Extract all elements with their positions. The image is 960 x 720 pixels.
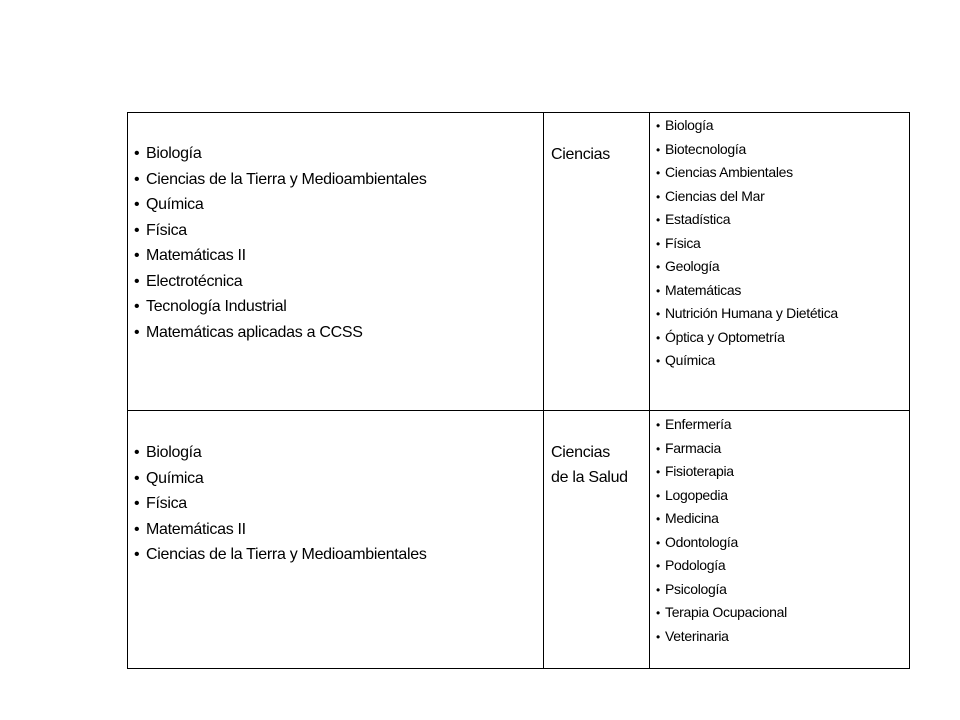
branch-label [544, 411, 649, 490]
degree-label: Psicología [665, 580, 727, 597]
degree-label: Química [665, 352, 716, 368]
bullet-icon: • [656, 330, 660, 345]
subjects-degrees-table [127, 112, 910, 669]
bullet-icon: • [134, 221, 140, 239]
bullet-icon: • [656, 283, 660, 298]
bullet-icon: • [134, 272, 140, 290]
degree-item [656, 484, 909, 508]
bullet-icon: • [134, 546, 140, 563]
bullet-icon: • [656, 488, 660, 503]
bullet-icon: • [656, 535, 660, 550]
bullet-icon: • [656, 418, 660, 432]
degrees-list [650, 113, 909, 373]
branch-line-1: Ciencias [551, 146, 610, 163]
subject-item [134, 192, 543, 218]
degree-item [656, 232, 909, 256]
bullet-icon: • [134, 145, 140, 162]
bullet-icon: • [656, 142, 660, 157]
subject-item [134, 491, 543, 517]
bullet-icon: • [656, 441, 660, 456]
subject-label: Ciencias de la Tierra y Medioambientales [146, 546, 427, 563]
bullet-icon: • [656, 559, 660, 573]
branch-label [544, 113, 649, 167]
branch-line-1: Ciencias [551, 444, 610, 461]
degree-item [656, 601, 909, 625]
subject-label: Ciencias de la Tierra y Medioambientales [146, 170, 427, 188]
bullet-icon: • [656, 213, 660, 227]
degree-label: Medicina [665, 510, 719, 526]
branch-cell [544, 411, 650, 669]
degree-label: Nutrición Humana y Dietética [665, 305, 838, 321]
bullet-icon: • [134, 298, 140, 315]
degree-label: Veterinaria [665, 627, 729, 644]
table-row-ciencias-de-la-salud [128, 411, 910, 669]
degrees-cell [650, 411, 910, 669]
degree-item [656, 114, 909, 138]
subject-label: Matemáticas aplicadas a CCSS [146, 323, 363, 341]
degree-item [656, 326, 909, 350]
subject-item [134, 167, 543, 193]
degree-label: Fisioterapia [665, 463, 734, 479]
degree-label: Estadística [665, 211, 731, 227]
degree-item [656, 349, 909, 373]
bullet-icon: • [134, 323, 140, 341]
bullet-icon: • [656, 236, 660, 251]
bullet-icon: • [656, 189, 660, 204]
subject-label: Biología [146, 145, 202, 162]
subject-label: Matemáticas II [146, 247, 246, 264]
degree-label: Odontología [665, 533, 738, 550]
branch-cell [544, 113, 650, 411]
degree-item [656, 255, 909, 279]
bullet-icon: • [656, 629, 660, 644]
degree-label: Terapia Ocupacional [665, 604, 787, 620]
bullet-icon: • [134, 469, 140, 487]
subject-label: Electrotécnica [146, 272, 243, 290]
subject-label: Física [146, 221, 187, 239]
bullet-icon: • [656, 606, 660, 620]
degree-item [656, 578, 909, 602]
degree-label: Enfermería [665, 416, 732, 432]
subject-item [134, 466, 543, 492]
subject-label: Biología [146, 444, 202, 461]
subject-item [134, 269, 543, 295]
degree-label: Óptica y Optometría [665, 328, 785, 345]
degree-item [656, 507, 909, 531]
subject-item [134, 294, 543, 320]
bullet-icon: • [134, 170, 140, 188]
degree-label: Ciencias del Mar [665, 187, 765, 204]
degree-label: Matemáticas [665, 281, 742, 298]
subject-item [134, 218, 543, 244]
table-row-ciencias [128, 113, 910, 411]
bullet-icon: • [656, 119, 660, 133]
subject-item [134, 243, 543, 269]
degree-label: Podología [665, 557, 726, 573]
degree-item [656, 185, 909, 209]
degree-item [656, 554, 909, 578]
subject-item [134, 440, 543, 466]
subject-item [134, 141, 543, 167]
degree-label: Geología [665, 258, 720, 274]
bullet-icon: • [656, 354, 660, 368]
degree-item [656, 138, 909, 162]
degrees-list [650, 411, 909, 648]
degrees-cell [650, 113, 910, 411]
degree-label: Logopedia [665, 486, 728, 503]
bullet-icon: • [134, 196, 140, 213]
bullet-icon: • [656, 307, 660, 321]
bullet-icon: • [134, 444, 140, 461]
subject-label: Física [146, 495, 187, 512]
degree-label: Farmacia [665, 439, 721, 456]
degree-item [656, 208, 909, 232]
bullet-icon: • [656, 166, 660, 180]
subject-item [134, 542, 543, 568]
degree-item [656, 161, 909, 185]
degree-item [656, 531, 909, 555]
degree-item [656, 460, 909, 484]
bullet-icon: • [134, 495, 140, 512]
branch-line-2: de la Salud [551, 469, 628, 486]
subject-label: Matemáticas II [146, 520, 246, 538]
subject-item [134, 320, 543, 346]
bullet-icon: • [656, 512, 660, 526]
degree-label: Física [665, 234, 701, 251]
subjects-cell [128, 113, 544, 411]
bullet-icon: • [134, 520, 140, 538]
degree-item [656, 279, 909, 303]
subject-label: Química [146, 196, 204, 213]
subject-item [134, 517, 543, 543]
subjects-cell [128, 411, 544, 669]
bullet-icon: • [134, 247, 140, 264]
degree-label: Biotecnología [665, 140, 746, 157]
degree-item [656, 302, 909, 326]
subject-label: Química [146, 469, 204, 487]
table-body [128, 113, 910, 669]
subject-label: Tecnología Industrial [146, 298, 287, 315]
degree-label: Ciencias Ambientales [665, 164, 793, 180]
bullet-icon: • [656, 465, 660, 479]
degree-item [656, 625, 909, 649]
subjects-list [128, 113, 543, 345]
degree-label: Biología [665, 117, 714, 133]
bullet-icon: • [656, 582, 660, 597]
degree-item [656, 413, 909, 437]
subjects-list [128, 411, 543, 568]
bullet-icon: • [656, 260, 660, 274]
degree-item [656, 437, 909, 461]
